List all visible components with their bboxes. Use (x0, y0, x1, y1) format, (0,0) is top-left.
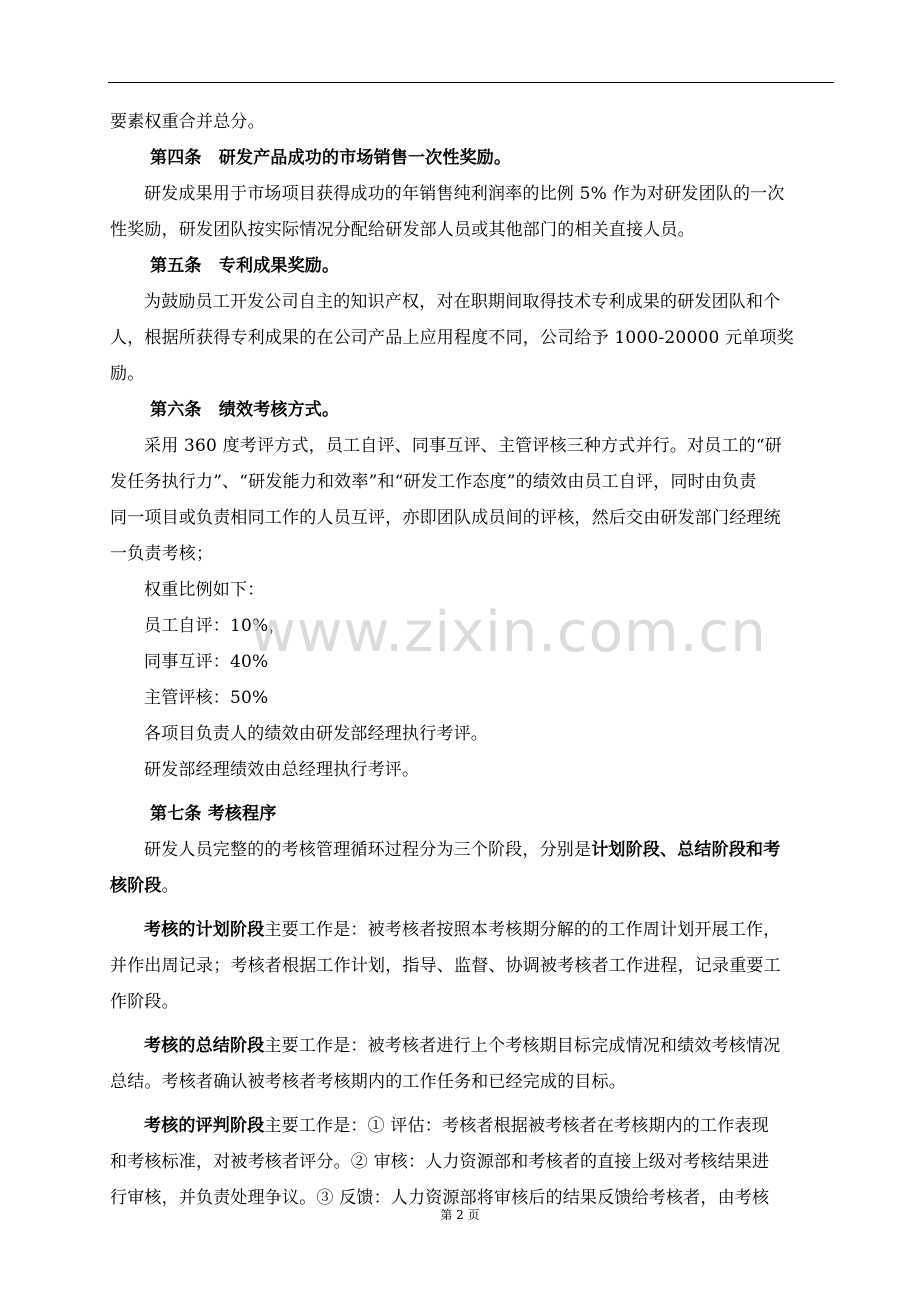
article-4-heading: 第四条 研发产品成功的市场销售一次性奖励。 (150, 148, 512, 168)
weight-intro: 权重比例如下： (144, 580, 265, 600)
text-span: 。 (161, 876, 179, 896)
text-line: 总结。考核者确认被考核者考核期内的工作任务和已经完成的目标。 (110, 1072, 626, 1092)
text-line: 各项目负责人的绩效由研发部经理执行考评。 (144, 724, 488, 744)
weight-manager: 主管评核：50% (144, 688, 269, 708)
page-body (110, 104, 834, 1216)
text-line: 人，根据所获得专利成果的在公司产品上应用程度不同，公司给予 1000-20000 元单项奖 (110, 328, 794, 348)
text-line: 一负责考核； (110, 544, 214, 564)
weight-peer: 同事互评：40% (144, 652, 269, 672)
article-5-heading: 第五条 专利成果奖励。 (150, 256, 340, 276)
text-line: 和考核标准，对被考核者评分。② 审核：人力资源部和考核者的直接上级对考核结果进 (110, 1152, 770, 1172)
article-7-heading: 第七条 考核程序 (150, 804, 277, 824)
text-line: 并作出周记录；考核者根据工作计划，指导、监督、协调被考核者工作进程，记录重要工 (110, 956, 781, 976)
text-line: 发任务执行力”、“研发能力和效率”和“研发工作态度”的绩效由员工自评，同时由负责 (110, 472, 757, 492)
header-rule (108, 82, 834, 83)
bold-text: 核阶段 (110, 876, 162, 896)
text-span: 主要工作是：被考核者按照本考核期分解的的工作周计划开展工作， (264, 920, 781, 940)
text-line (110, 1108, 834, 1144)
summary-stage-label: 考核的总结阶段 (144, 1036, 265, 1056)
text-line: 行审核，并负责处理争议。③ 反馈：人力资源部将审核后的结果反馈给考核者，由考核 (110, 1188, 770, 1208)
text-span: 主要工作是：被考核者进行上个考核期目标完成情况和绩效考核情况 (264, 1036, 781, 1056)
text-line (110, 832, 834, 868)
text-span: 研发人员完整的的考核管理循环过程分为三个阶段，分别是 (144, 840, 592, 860)
bold-text: 计划阶段、总结阶段和考 (591, 840, 781, 860)
text-line: 作阶段。 (110, 992, 179, 1012)
text-line (110, 912, 834, 948)
watermark: www.zixin.com.cn (250, 600, 767, 665)
text-line (110, 868, 834, 904)
text-line (110, 1028, 834, 1064)
plan-stage-label: 考核的计划阶段 (144, 920, 265, 940)
text-line: 要素权重合并总分。 (110, 112, 265, 132)
text-line: 励。 (110, 364, 145, 384)
text-line: 研发部经理绩效由总经理执行考评。 (144, 760, 420, 780)
text-line: 采用 360 度考评方式，员工自评、同事互评、主管评核三种方式并行。对员工的“研 (144, 436, 782, 456)
page-number: 第 2 页 (440, 1208, 480, 1222)
weight-self: 员工自评：10%， (144, 616, 286, 636)
text-line: 为鼓励员工开发公司自主的知识产权，对在职期间取得技术专利成果的研发团队和个 (144, 292, 781, 312)
evaluation-stage-label: 考核的评判阶段 (144, 1116, 265, 1136)
article-6-heading: 第六条 绩效考核方式。 (150, 400, 340, 420)
text-line: 性奖励，研发团队按实际情况分配给研发部人员或其他部门的相关直接人员。 (110, 220, 695, 240)
text-line: 同一项目或负责相同工作的人员互评，亦即团队成员间的评核，然后交由研发部门经理统 (110, 508, 781, 528)
text-span: 主要工作是：① 评估：考核者根据被考核者在考核期内的工作表现 (264, 1116, 769, 1136)
text-line: 研发成果用于市场项目获得成功的年销售纯利润率的比例 5% 作为对研发团队的一次 (144, 184, 785, 204)
